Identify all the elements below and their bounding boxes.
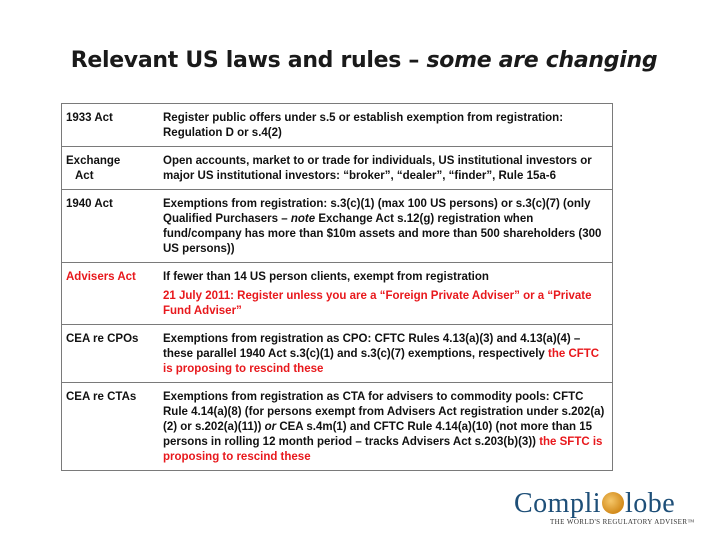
label-text: 1933 Act [66, 112, 113, 124]
description-text: Exemptions from registration as CTA for advisers to commodity pools: CFTC Rule 4.14(a)(8) (for persons exempt from Advisers Act registration under s.202(a)(2) or s.202(a)(11)) [163, 391, 605, 433]
row-description [155, 263, 613, 325]
change-note: the CFTC is proposing to rescind these [163, 348, 600, 375]
row-label [62, 325, 156, 383]
row-description [155, 325, 613, 383]
change-note: the SFTC is proposing to rescind these [163, 436, 603, 463]
row-description [155, 190, 613, 263]
or-word: or [264, 421, 277, 433]
title-emphasis: some are changing [426, 48, 658, 73]
table-row [62, 190, 613, 263]
table-row [62, 383, 613, 471]
table-row [62, 263, 613, 325]
row-label [62, 263, 156, 325]
row-label [62, 383, 156, 471]
laws-table [61, 103, 613, 471]
description-text-cont: Exchange Act s.12(g) registration when fund/company has more than $10m assets and more than 500 shareholders (300 US persons)) [163, 213, 602, 255]
row-label [62, 190, 156, 263]
label-text: Exchange [66, 155, 121, 167]
description-text: If fewer than 14 US person clients, exempt from registration [163, 271, 489, 283]
label-text-line2: Act [75, 170, 94, 182]
row-label [62, 104, 156, 147]
description-text: Register public offers under s.5 or establish exemption from registration: Regulation D or s.4(2) [163, 112, 564, 139]
title-main: Relevant US laws and rules – [70, 48, 427, 73]
description-text: Exemptions from registration: s.3(c)(1) (max 100 US persons) or s.3(c)(7) (only Qualified Purchasers – [163, 198, 591, 225]
table-row [62, 325, 613, 383]
table-row [62, 147, 613, 190]
logo-tagline: THE WORLD'S REGULATORY ADVISER™ [550, 518, 695, 526]
row-description [155, 104, 613, 147]
description-text: Exemptions from registration as CPO: CFTC Rules 4.13(a)(3) and 4.13(a)(4) – these parallel 1940 Act s.3(c)(1) and s.3(c)(7) exemptions, respectively [163, 333, 581, 360]
label-text: CEA re CPOs [66, 333, 139, 345]
label-text: 1940 Act [66, 198, 113, 210]
table-row [62, 104, 613, 147]
change-note: 21 July 2011: Register unless you are a “Foreign Private Adviser” or a “Private Fund Adviser” [163, 290, 592, 317]
compliglobe-logo [510, 488, 695, 532]
globe-icon [602, 492, 624, 514]
description-text-cont: CEA s.4m(1) and CFTC Rule 4.14(a)(10) (not more than 15 persons in rolling 12 month period – tracks Advisers Act s.203(b)(3)) [163, 421, 593, 448]
label-text: Advisers Act [66, 271, 136, 283]
description-text: Open accounts, market to or trade for individuals, US institutional investors or major US institutional investors: “broker”, “dealer”, “finder”, Rule 15a-6 [163, 155, 592, 182]
logo-part2: lobe [625, 488, 676, 519]
row-label [62, 147, 156, 190]
note-word: note [290, 213, 316, 225]
slide-title [0, 48, 728, 73]
logo-part1: Compli [514, 488, 602, 519]
label-text: CEA re CTAs [66, 391, 137, 403]
row-description [155, 383, 613, 471]
logo-wordmark [514, 488, 675, 520]
row-description [155, 147, 613, 190]
